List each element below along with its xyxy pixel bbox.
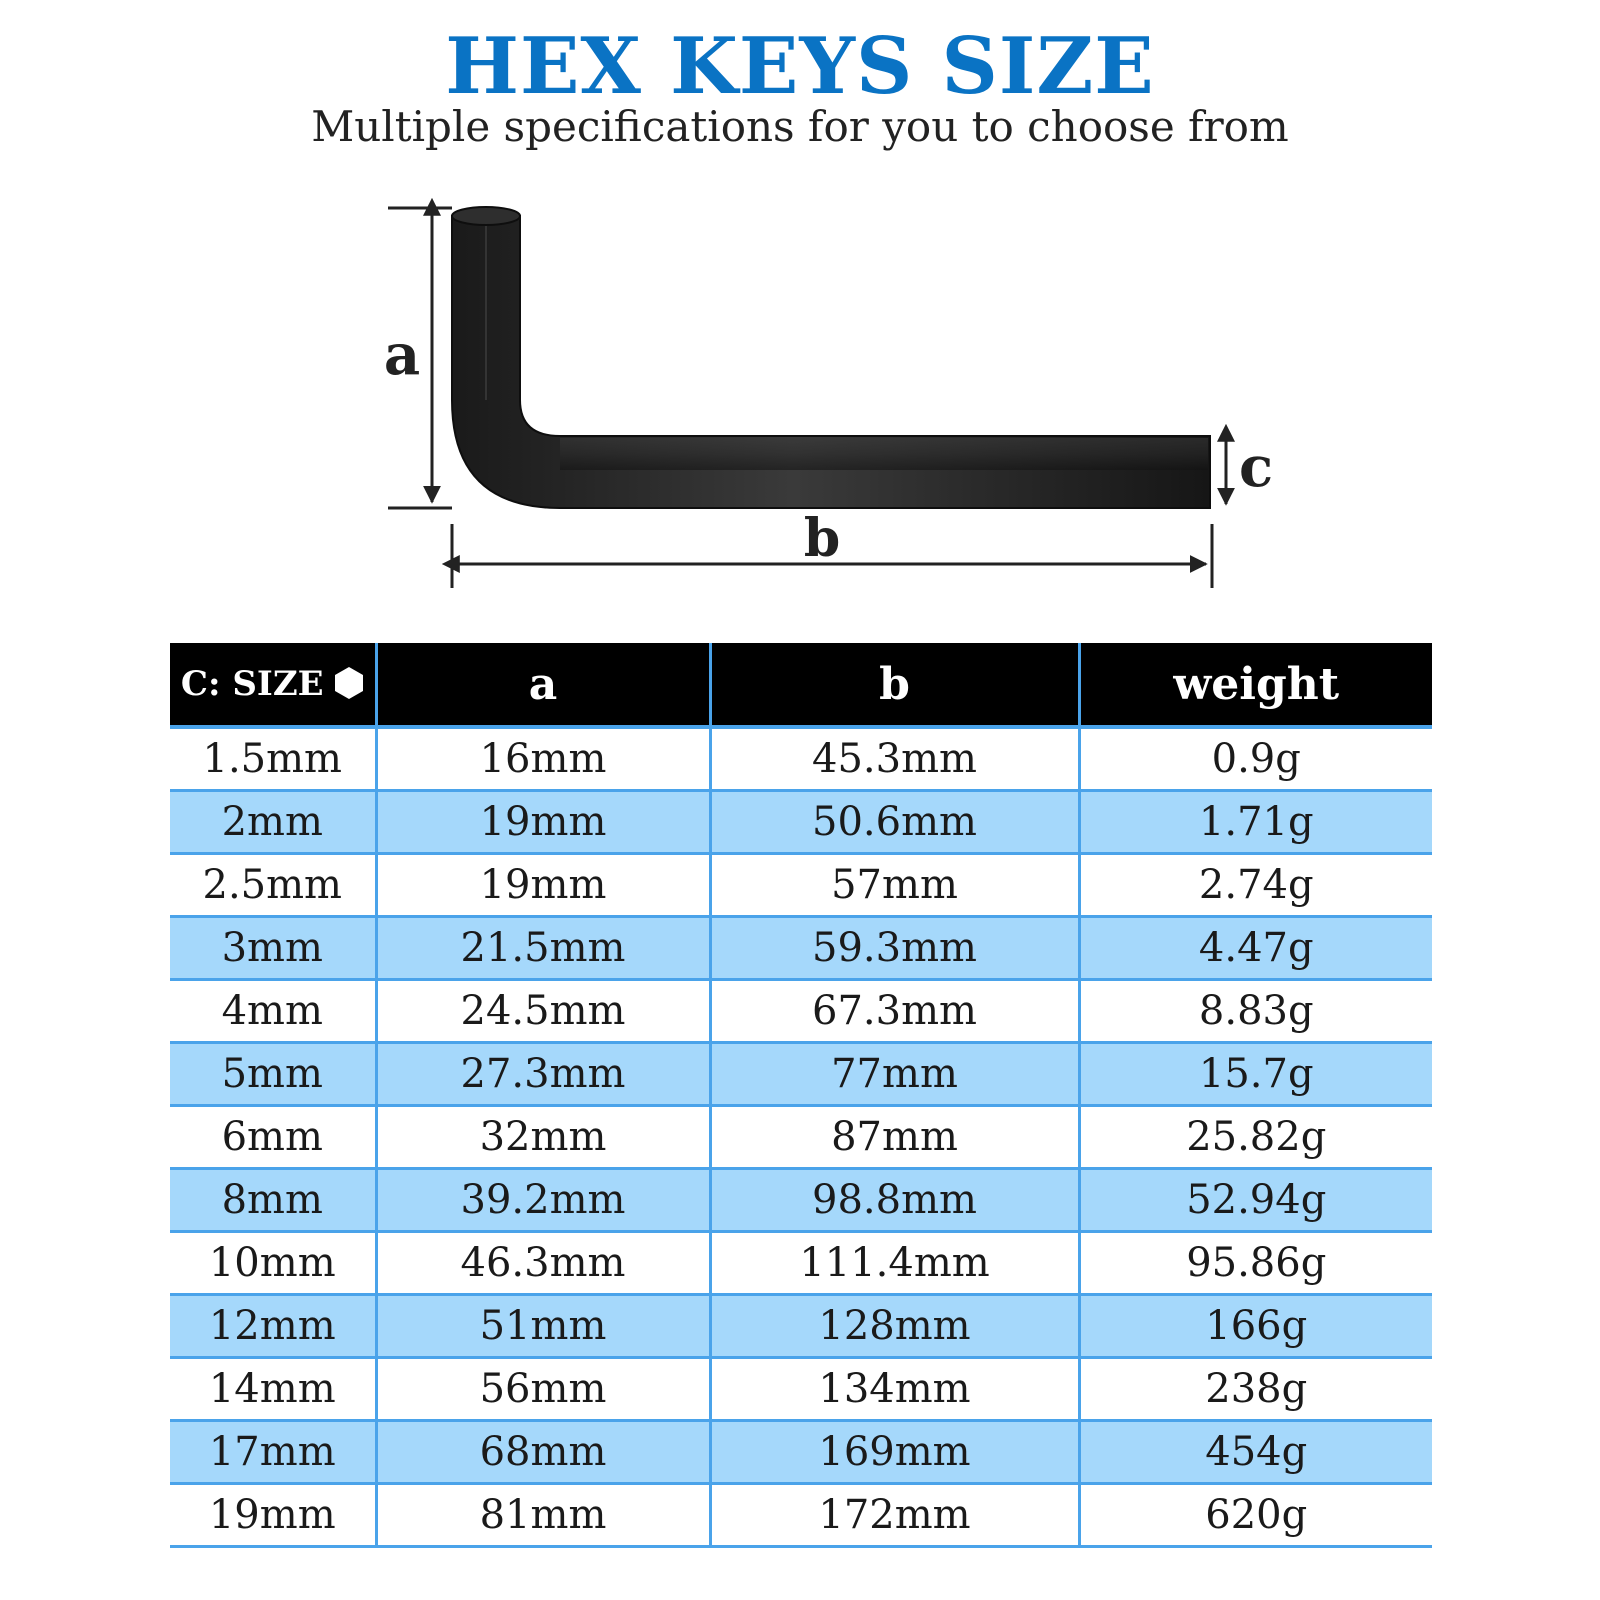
cell-b: 111.4mm [710, 1232, 1079, 1295]
cell-size: 4mm [170, 980, 376, 1043]
cell-weight: 0.9g [1079, 727, 1432, 791]
cell-size: 1.5mm [170, 727, 376, 791]
table-row [170, 1043, 1432, 1106]
cell-weight: 454g [1079, 1421, 1432, 1484]
cell-a: 24.5mm [376, 980, 710, 1043]
cell-weight: 620g [1079, 1484, 1432, 1547]
cell-b: 98.8mm [710, 1169, 1079, 1232]
cell-b: 128mm [710, 1295, 1079, 1358]
cell-a: 32mm [376, 1106, 710, 1169]
cell-size: 10mm [170, 1232, 376, 1295]
cell-size: 3mm [170, 917, 376, 980]
hex-key-diagram [0, 0, 1600, 640]
table-row [170, 917, 1432, 980]
cell-b: 172mm [710, 1484, 1079, 1547]
table-row [170, 1358, 1432, 1421]
table-row [170, 1169, 1432, 1232]
cell-size: 17mm [170, 1421, 376, 1484]
header-b: b [710, 643, 1079, 727]
cell-weight: 238g [1079, 1358, 1432, 1421]
cell-a: 81mm [376, 1484, 710, 1547]
cell-weight: 95.86g [1079, 1232, 1432, 1295]
cell-a: 46.3mm [376, 1232, 710, 1295]
table-row [170, 854, 1432, 917]
cell-a: 21.5mm [376, 917, 710, 980]
cell-a: 56mm [376, 1358, 710, 1421]
page-title: HEX KEYS SIZE [445, 21, 1155, 112]
cell-size: 19mm [170, 1484, 376, 1547]
cell-a: 19mm [376, 854, 710, 917]
cell-weight: 25.82g [1079, 1106, 1432, 1169]
cell-b: 59.3mm [710, 917, 1079, 980]
table-row [170, 1421, 1432, 1484]
cell-weight: 15.7g [1079, 1043, 1432, 1106]
header-size-label: C: SIZE [180, 664, 324, 704]
l-shaped-hex-key-icon [452, 207, 1210, 508]
table-row [170, 1232, 1432, 1295]
header-a: a [376, 643, 710, 727]
cell-b: 77mm [710, 1043, 1079, 1106]
cell-weight: 1.71g [1079, 791, 1432, 854]
cell-size: 14mm [170, 1358, 376, 1421]
table-header-row [170, 643, 1432, 727]
cell-size: 12mm [170, 1295, 376, 1358]
cell-a: 68mm [376, 1421, 710, 1484]
cell-a: 19mm [376, 791, 710, 854]
hexagon-icon [334, 666, 364, 700]
hex-key-size-table [170, 643, 1432, 1548]
header-weight: weight [1079, 643, 1432, 727]
cell-a: 39.2mm [376, 1169, 710, 1232]
cell-b: 45.3mm [710, 727, 1079, 791]
cell-weight: 166g [1079, 1295, 1432, 1358]
cell-size: 5mm [170, 1043, 376, 1106]
cell-weight: 8.83g [1079, 980, 1432, 1043]
cell-size: 2mm [170, 791, 376, 854]
dimension-c-label: c [1238, 434, 1274, 500]
cell-size: 6mm [170, 1106, 376, 1169]
cell-a: 51mm [376, 1295, 710, 1358]
cell-weight: 52.94g [1079, 1169, 1432, 1232]
dimension-b-label: b [803, 508, 841, 569]
page-subtitle: Multiple specifications for you to choose from [311, 102, 1289, 151]
table-row [170, 1106, 1432, 1169]
cell-a: 27.3mm [376, 1043, 710, 1106]
header-size [170, 643, 376, 727]
table-row [170, 1295, 1432, 1358]
table-row [170, 727, 1432, 791]
cell-b: 67.3mm [710, 980, 1079, 1043]
cell-a: 16mm [376, 727, 710, 791]
cell-size: 8mm [170, 1169, 376, 1232]
table-row [170, 980, 1432, 1043]
cell-b: 87mm [710, 1106, 1079, 1169]
table-row [170, 791, 1432, 854]
dimension-a-label: a [383, 322, 421, 388]
cell-size: 2.5mm [170, 854, 376, 917]
cell-b: 134mm [710, 1358, 1079, 1421]
cell-b: 57mm [710, 854, 1079, 917]
cell-b: 50.6mm [710, 791, 1079, 854]
cell-weight: 4.47g [1079, 917, 1432, 980]
table-row [170, 1484, 1432, 1547]
cell-weight: 2.74g [1079, 854, 1432, 917]
cell-b: 169mm [710, 1421, 1079, 1484]
